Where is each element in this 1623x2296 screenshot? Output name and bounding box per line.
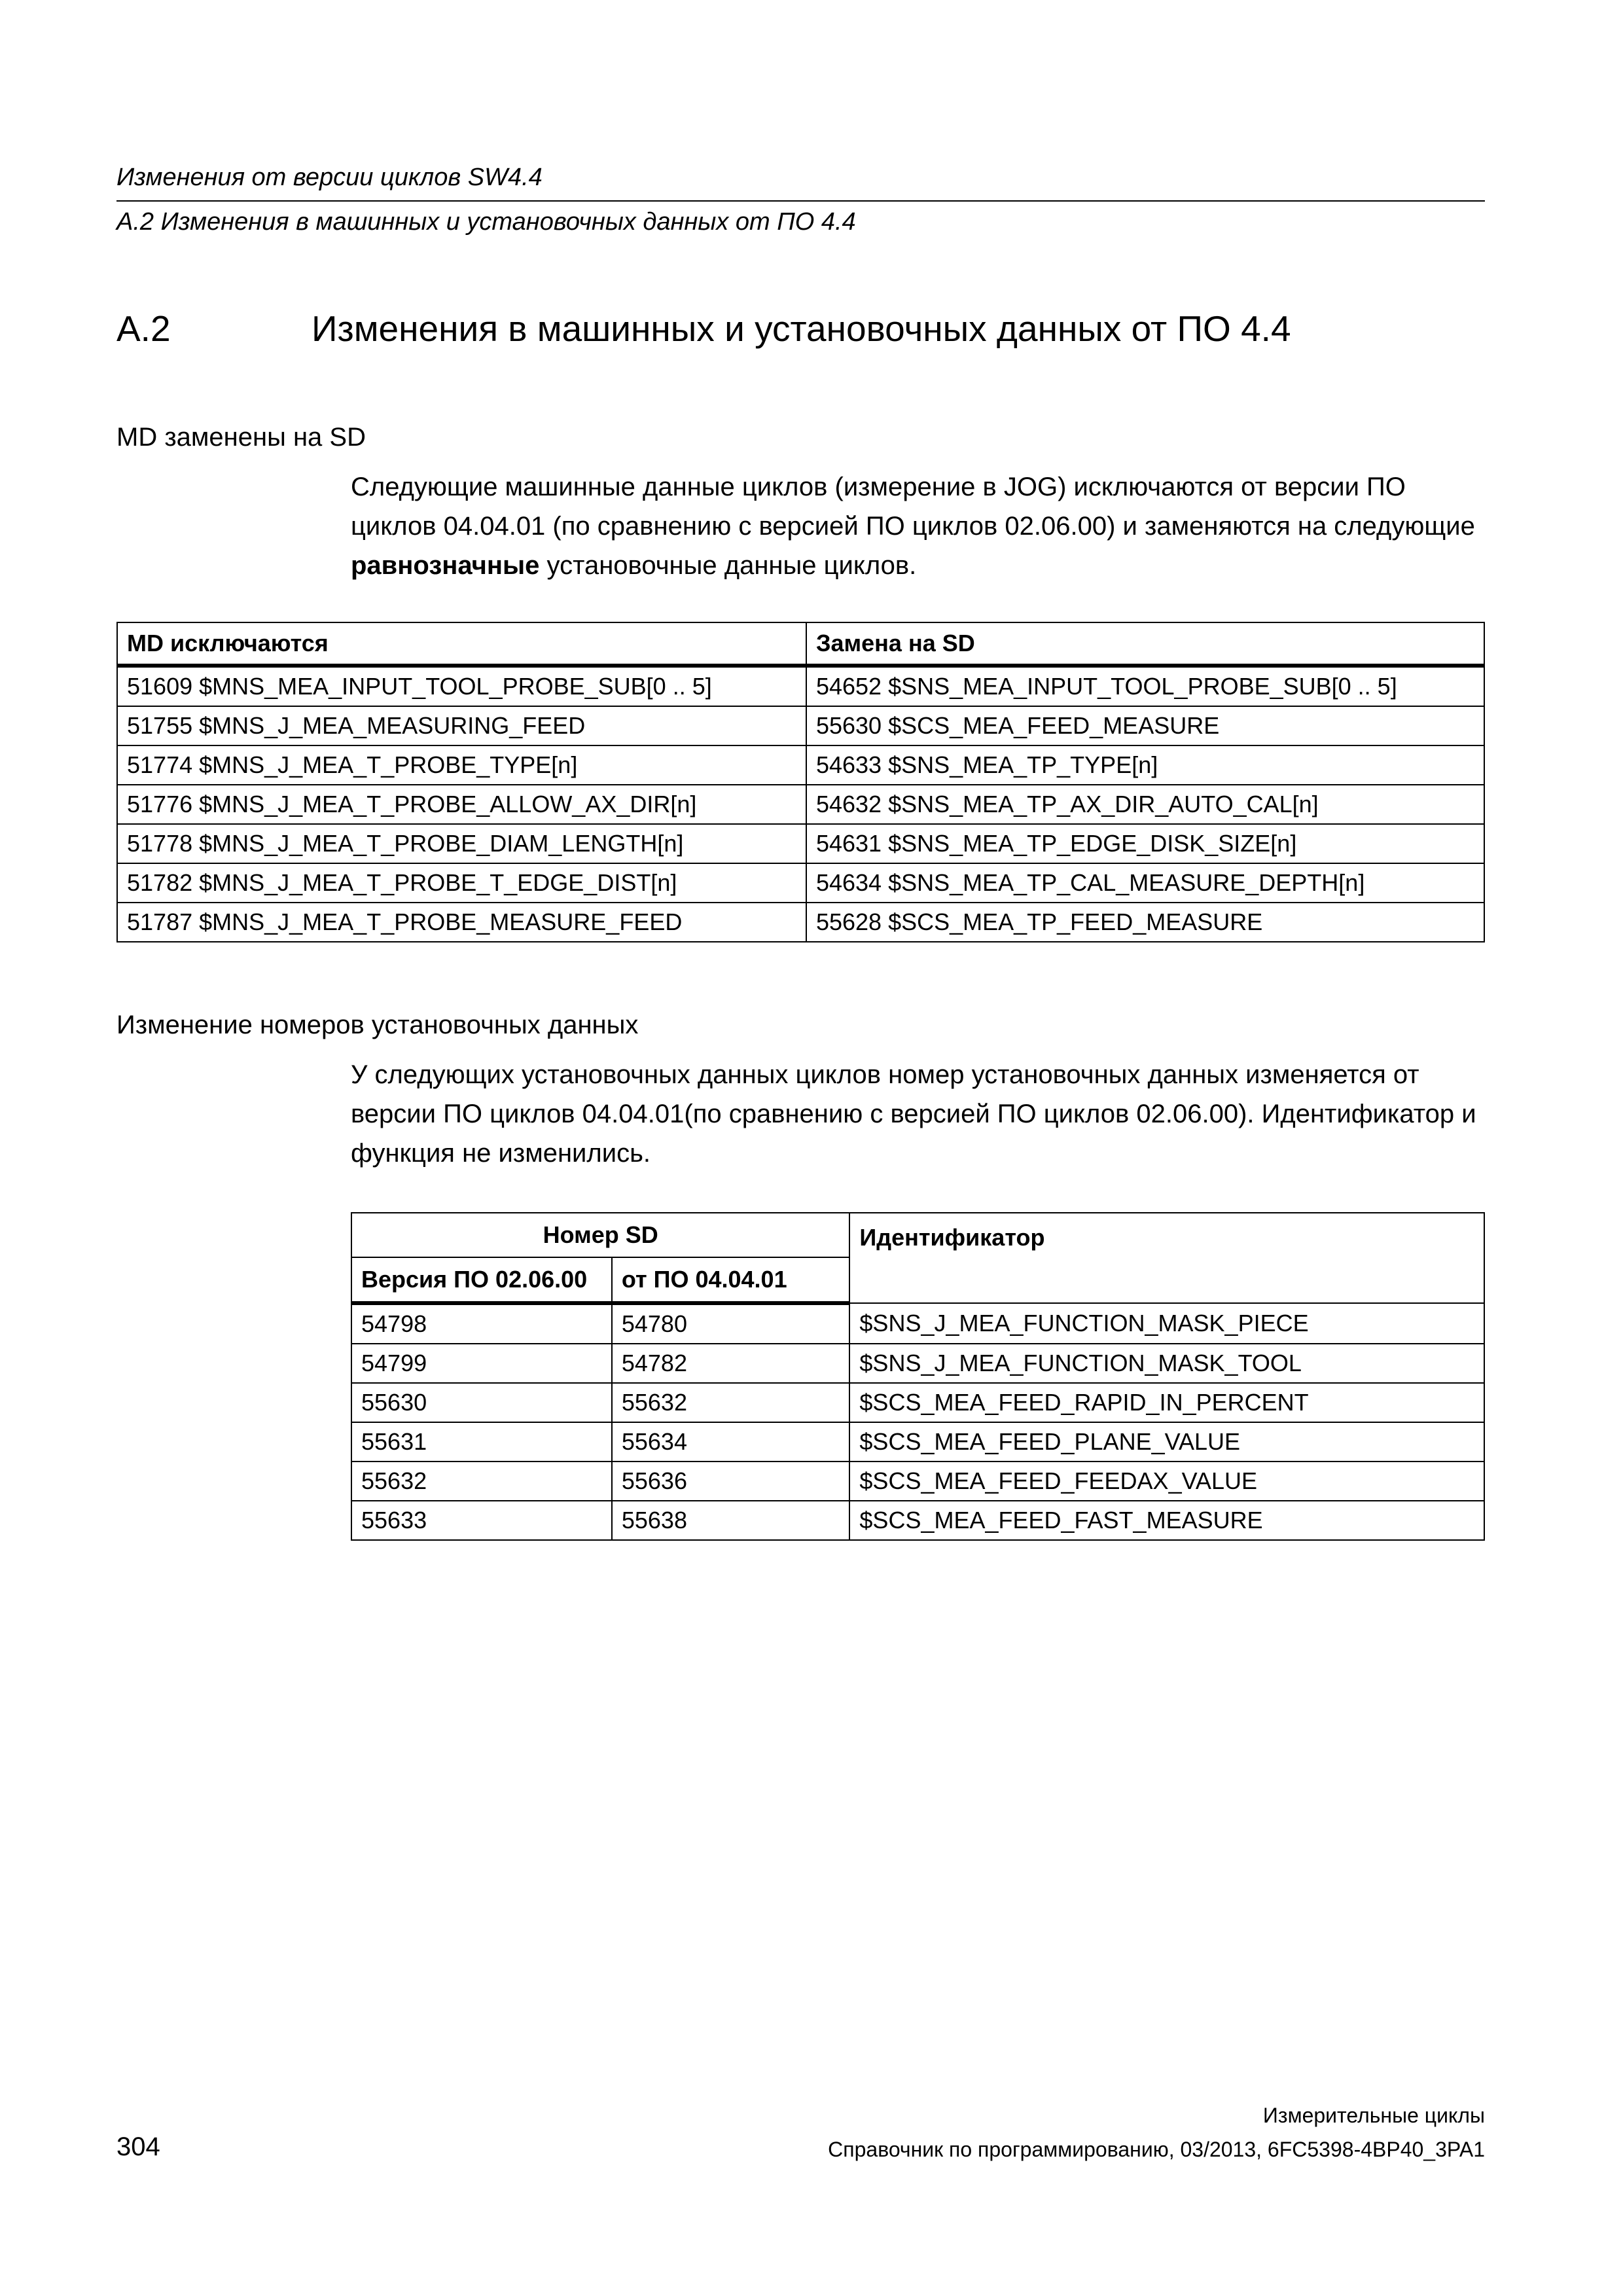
table-cell: 55628 $SCS_MEA_TP_FEED_MEASURE (806, 903, 1484, 942)
table-cell: 54631 $SNS_MEA_TP_EDGE_DISK_SIZE[n] (806, 824, 1484, 863)
running-header-section: A.2 Изменения в машинных и установочных данных от ПО 4.4 (116, 208, 856, 236)
table-cell: 55634 (612, 1422, 850, 1462)
table-row (117, 863, 1484, 903)
md-section-heading: MD заменены на SD (116, 423, 366, 452)
table-cell: $SCS_MEA_FEED_FEEDAX_VALUE (849, 1462, 1484, 1501)
table-row (351, 1303, 1484, 1344)
column-header-md-removed: MD исключаются (117, 622, 806, 666)
running-header-chapter: Изменения от версии циклов SW4.4 (116, 164, 543, 191)
table-cell: $SCS_MEA_FEED_FAST_MEASURE (849, 1501, 1484, 1540)
column-header-sd-replacement: Замена на SD (806, 622, 1484, 666)
footer-book-title: Измерительные циклы (1262, 2104, 1485, 2127)
table-cell: 51787 $MNS_J_MEA_T_PROBE_MEASURE_FEED (117, 903, 806, 942)
table-cell: 54633 $SNS_MEA_TP_TYPE[n] (806, 745, 1484, 785)
section-title: Изменения в машинных и установочных данных от ПО 4.4 (312, 308, 1291, 349)
table-cell: 55636 (612, 1462, 850, 1501)
page-number: 304 (116, 2132, 160, 2161)
table-row (351, 1501, 1484, 1540)
table-cell: 51776 $MNS_J_MEA_T_PROBE_ALLOW_AX_DIR[n] (117, 785, 806, 824)
md-section-paragraph: Следующие машинные данные циклов (измерение в JOG) исключаются от версии ПО циклов 04.04.01 (по сравнению с версией ПО циклов 02.06.00) и заменяются на следующие равнозначные установочные данные циклов. (351, 473, 1475, 580)
md-replacement-table (116, 622, 1485, 942)
table-cell: 54652 $SNS_MEA_INPUT_TOOL_PROBE_SUB[0 .. 5] (806, 666, 1484, 706)
table-row (351, 1383, 1484, 1422)
table-cell: $SNS_J_MEA_FUNCTION_MASK_PIECE (849, 1303, 1484, 1344)
table-cell: 55630 (351, 1383, 612, 1422)
table-cell: 51774 $MNS_J_MEA_T_PROBE_TYPE[n] (117, 745, 806, 785)
table-cell: 54799 (351, 1344, 612, 1383)
table-cell: 55632 (612, 1383, 850, 1422)
table-row (117, 824, 1484, 863)
table-cell: 54780 (612, 1303, 850, 1344)
table-cell: 54798 (351, 1303, 612, 1344)
column-group-header-sd-number: Номер SD (351, 1213, 849, 1257)
table-cell: $SCS_MEA_FEED_RAPID_IN_PERCENT (849, 1383, 1484, 1422)
bold-term: равнозначные (351, 551, 540, 580)
table-cell: $SCS_MEA_FEED_PLANE_VALUE (849, 1422, 1484, 1462)
table-cell: 54634 $SNS_MEA_TP_CAL_MEASURE_DEPTH[n] (806, 863, 1484, 903)
table-cell: 55631 (351, 1422, 612, 1462)
table-row (351, 1422, 1484, 1462)
table-row (117, 745, 1484, 785)
table-row (117, 903, 1484, 942)
table-row (351, 1462, 1484, 1501)
table-row (117, 785, 1484, 824)
header-rule (116, 200, 1485, 202)
table-cell: 54782 (612, 1344, 850, 1383)
table-cell: 55638 (612, 1501, 850, 1540)
footer-book-info: Справочник по программированию, 03/2013, 6FC5398-4BP40_3PA1 (828, 2138, 1485, 2161)
column-header-identifier: Идентификатор (849, 1213, 1484, 1303)
table-cell: 55633 (351, 1501, 612, 1540)
table-cell: $SNS_J_MEA_FUNCTION_MASK_TOOL (849, 1344, 1484, 1383)
table-cell: 55630 $SCS_MEA_FEED_MEASURE (806, 706, 1484, 745)
table-row (117, 706, 1484, 745)
table-row (351, 1344, 1484, 1383)
column-header-old-version: Версия ПО 02.06.00 (351, 1257, 612, 1303)
table-cell: 51609 $MNS_MEA_INPUT_TOOL_PROBE_SUB[0 .. 5] (117, 666, 806, 706)
table-row (117, 666, 1484, 706)
table-cell: 54632 $SNS_MEA_TP_AX_DIR_AUTO_CAL[n] (806, 785, 1484, 824)
column-header-new-version: от ПО 04.04.01 (612, 1257, 850, 1303)
sd-number-table (351, 1212, 1485, 1541)
table-cell: 51778 $MNS_J_MEA_T_PROBE_DIAM_LENGTH[n] (117, 824, 806, 863)
sd-section-heading: Изменение номеров установочных данных (116, 1011, 639, 1039)
section-number: A.2 (116, 308, 171, 349)
table-cell: 51755 $MNS_J_MEA_MEASURING_FEED (117, 706, 806, 745)
table-cell: 55632 (351, 1462, 612, 1501)
table-cell: 51782 $MNS_J_MEA_T_PROBE_T_EDGE_DIST[n] (117, 863, 806, 903)
sd-section-paragraph: У следующих установочных данных циклов номер установочных данных изменяется от версии ПО циклов 04.04.01(по сравнению с версией ПО циклов 02.06.00). Идентификатор и функция не изменились. (351, 1060, 1476, 1168)
